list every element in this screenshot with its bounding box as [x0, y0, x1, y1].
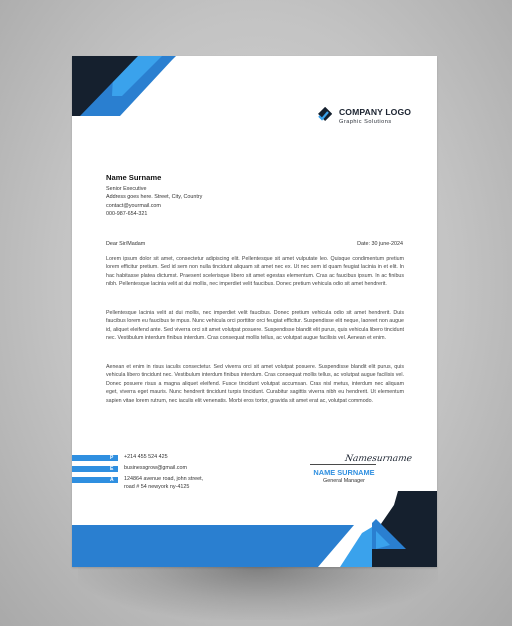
footer-email: businessgrow@gmail.com — [124, 465, 187, 471]
page-shadow — [78, 560, 438, 620]
sender-position: Senior Executive — [106, 186, 147, 192]
footer-phone: +214 455 524 425 — [124, 454, 168, 460]
top-left-corner-decoration — [72, 56, 182, 118]
footer-address-line-2: road # 54 newyork ny-4125 — [124, 483, 190, 490]
signatory-name: NAME SURNAME — [313, 468, 375, 477]
salutation: Dear Sir/Madam — [106, 241, 146, 247]
letter-date: Date: 30 june-2024 — [357, 241, 403, 247]
footer-address-line-1: 124864 avenue road, john street, — [124, 476, 204, 482]
signature-script: Namesurname — [344, 454, 413, 464]
email-bar — [72, 466, 118, 472]
body-paragraph-3: Aenean et enim in risus iaculis consectetur. Sed viverra orci sit amet volutpat posuere. Suspendisse blandit elit purus, quis vehicula libero tincidunt nec. Vestibulum interdum finibus interdum. Cras consequat mollis tellus, ac volutpat augue facilisis vel. Donec posuere risus a magna aliquet eleifend. Fusce tincidunt volutpat accumsan. Cras nisl metus, interdum nec aliquam eget, viverra eget mauris. Nunc hendrerit tincidunt turpis tincidunt. Curabitur sagittis viverra nibh eu hendrerit. Ut elementum sapien vitae lorem rutrum, nec iaculis elit venenatis. Morbi eros tortor, gravida sit amet erat ac, volutpat commodo. — [106, 364, 404, 404]
signatory-title: General Manager — [323, 478, 365, 484]
bottom-corner-decoration — [72, 487, 437, 567]
signature-line — [310, 464, 376, 465]
body-paragraph-2: Pellentesque lacinia velit at dui mollis, nec imperdiet velit faucibus. Donec pretium vehicula odio sit amet hendrerit. Duis faucibus lorem eu faucibus te mpus. Nunc vehicula orci porttitor orci feugiat efficitur. Suspendisse elit neque, laoreet non augue id, aliquet eleifend ante. Sed viverra orci sit amet volutpat posuere. Suspendisse blandit elit purus, quis vehicula libero tincidunt nec. Vestibulum interdum finibus interdum. Cras consequat mollis tellus, ac volutpat augue facilisis vel. Aenean et enim. — [106, 310, 404, 342]
sender-phone: 000-987-654-321 — [106, 210, 148, 217]
company-tagline: Graphic Solutions — [339, 119, 392, 125]
letterhead-page — [72, 56, 437, 567]
body-paragraph-1: Lorem ipsum dolor sit amet, consectetur adipiscing elit. Pellentesque sit amet vulputate leo. Quisque condimentum pretium lorem efficitur pretium. Sed id sem non nulla tincidunt aliquam sit amet nec ex. Ut nec sem id quam feugiat lacinia in et elit. In hac habitasse platea dictumst. Praesent scelerisque libero sit amet egestas elementum. Cras ac faucibus ipsum. In ac finibus nibh. Pellentesque lacinia velit at dui mollis, nec imperdiet velit faucibus. Donec pretium vehicula odio sit amet hendrerit. — [106, 256, 404, 288]
address-bar — [72, 477, 118, 483]
sender-address: Address goes here. Street, City, Country — [106, 194, 203, 201]
sender-details — [106, 185, 202, 218]
company-name: COMPANY LOGO — [339, 107, 412, 117]
phone-letter: P — [110, 455, 114, 461]
email-letter: E — [110, 466, 114, 472]
address-letter: A — [110, 477, 114, 483]
sender-email: contact@yourmail.com — [106, 202, 161, 209]
check-logo-icon — [314, 107, 332, 125]
phone-bar — [72, 455, 118, 461]
sender-name: Name Surname — [106, 173, 162, 182]
company-logo-text — [339, 107, 411, 125]
